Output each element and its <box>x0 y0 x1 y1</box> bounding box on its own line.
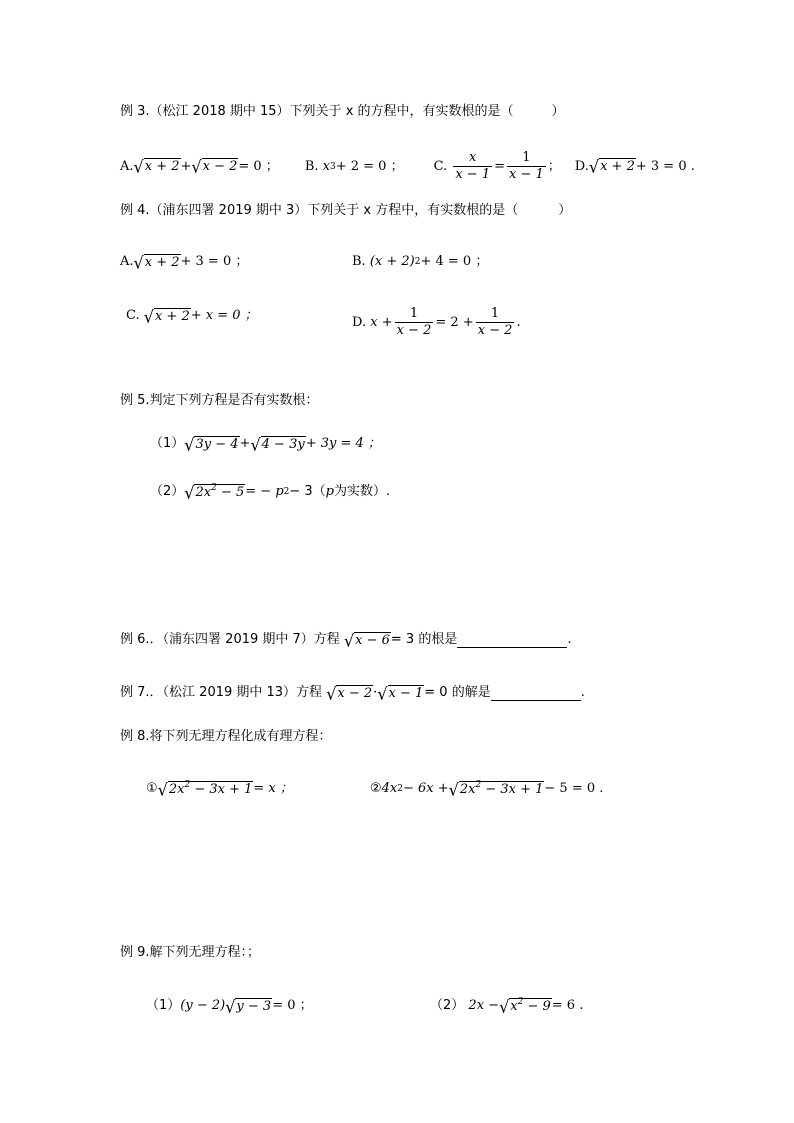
ex8-p1-tail: = x ； <box>253 781 293 796</box>
ex4-c-sqrt: √ x + 2 <box>143 306 190 326</box>
ex5-p2-label: （2） <box>150 484 185 499</box>
ex9-problem-1 <box>146 996 313 1016</box>
ex8-head-text: 例 8.将下列无理方程化成有理方程： <box>120 729 332 744</box>
ex4-d-frac-2: $\frac{1}{x - 2}$ <box>477 306 513 338</box>
ex8-p1-label: ① <box>146 781 158 796</box>
ex4-d-mid: = 2 + <box>435 314 474 330</box>
ex9-p1-label: （1） <box>146 998 181 1013</box>
ex7-sqrt-2: √ x − 1 <box>377 683 424 703</box>
ex3-options: A. √ x + 2 + √ x − 2 = 0 ； B. x 3 + 2 = 0 ； C. $\frac{x}{x - 1}$ = $\frac{1}{x - 1}$ ； D. √ x + 2 + 3 = 0 . <box>120 150 695 182</box>
ex3-close-paren: ） <box>551 104 565 119</box>
ex4-option-a <box>120 252 248 272</box>
ex5-p1-label: （1） <box>150 436 185 451</box>
ex5-p2-note: 为实数）. <box>334 484 391 499</box>
ex3-option-b-label: B. <box>304 158 319 174</box>
ex3-head-text: 例 3.（松江 2018 期中 15）下列关于 x 的方程中，有实数根的是（ <box>120 104 514 119</box>
ex4-a-tail: + 3 = 0 ； <box>180 254 249 269</box>
ex4-c-label: C. <box>126 308 140 323</box>
ex6-sqrt: √ x − 6 <box>343 630 390 650</box>
ex5-p1-tail: + 3y = 4 ； <box>305 436 381 451</box>
ex3-c-eq: = <box>494 158 506 174</box>
ex4-option-c <box>126 306 258 326</box>
ex8-p1-sqrt: √ $2x^2 - 3x + 1$ <box>157 779 253 799</box>
ex7-sqrt-1: √ x − 2 <box>326 683 373 703</box>
ex8-heading <box>120 727 332 747</box>
ex4-b-label: B. <box>352 254 366 269</box>
ex6-answer-blank[interactable] <box>457 633 567 648</box>
ex3-b-x: x <box>322 158 330 174</box>
ex6-end: . <box>567 632 572 647</box>
ex9-p2-a: 2x − <box>468 998 500 1013</box>
ex8-problem-2: ② 4x 2 − 6x + √ $2x^2 - 3x + 1$ − 5 = 0 . <box>370 779 604 799</box>
ex9-p1-sqrt: √ y − 3 <box>225 996 272 1016</box>
ex3-d-tail: + 3 = 0 . <box>635 158 695 174</box>
ex5-p2-tail: − 3（ <box>289 484 326 499</box>
ex9-p2-sqrt: √ $x^2 - 9$ <box>499 996 551 1016</box>
ex9-head-text: 例 9.解下列无理方程：； <box>120 945 261 960</box>
ex4-d-tail: . <box>516 314 521 330</box>
ex3-c-frac-1: $\frac{x}{x - 1}$ <box>455 150 491 182</box>
ex5-p1-sqrt-1: √ 3y − 4 <box>184 434 239 454</box>
ex4-c-tail: + x = 0 ； <box>190 308 258 323</box>
ex3-a-tail: = 0 ； <box>238 158 279 174</box>
ex7-line <box>120 683 585 703</box>
ex9-p2-tail: = 6 . <box>551 998 584 1013</box>
ex4-a-sqrt: √ x + 2 <box>133 252 180 272</box>
ex8-problem-1 <box>146 779 293 799</box>
ex9-problem-2 <box>430 996 583 1016</box>
ex9-p2-label: （2） <box>430 998 465 1013</box>
ex3-option-d-label: D. <box>574 158 589 174</box>
ex3-b-tail: + 2 = 0 ； <box>335 158 404 174</box>
ex4-option-d <box>352 306 521 339</box>
ex3-a-plus: + <box>180 158 192 174</box>
ex8-p2-b: − 6x + <box>403 781 449 796</box>
ex7-head-text: 例 7.．（松江 2019 期中 13）方程 <box>120 685 323 700</box>
ex3-c-tail: ； <box>547 158 561 174</box>
ex3-c-frac-2: $\frac{1}{x - 1}$ <box>509 150 544 182</box>
ex7-eq-text: = 0 的解是 <box>424 685 491 700</box>
ex3-heading <box>120 102 565 122</box>
ex5-p2-sqrt: √ $2x^2 - 5$ <box>184 482 245 502</box>
ex7-answer-blank[interactable] <box>491 686 581 701</box>
ex9-heading <box>120 943 260 963</box>
ex4-d-frac-1: $\frac{1}{x - 2}$ <box>396 306 432 338</box>
ex3-d-sqrt: √ x + 2 <box>588 156 635 177</box>
ex3-option-c-label: C. <box>433 158 448 174</box>
ex8-p2-sqrt: √ $2x^2 - 3x + 1$ <box>448 779 544 799</box>
ex9-p1-a: (y − 2) <box>180 998 226 1013</box>
ex4-head-text: 例 4.（浦东四署 2019 期中 3）下列关于 x 方程中，有实数根的是（ <box>120 203 519 218</box>
ex6-line <box>120 630 571 650</box>
ex9-p1-tail: = 0 ； <box>272 998 313 1013</box>
ex5-problem-1 <box>150 434 381 454</box>
ex3-a-sqrt-1: √ x + 2 <box>133 156 180 177</box>
ex5-problem-2: （2） √ $2x^2 - 5$ = − p 2 − 3（ p 为实数）. <box>150 482 391 502</box>
ex5-p1-sqrt-2: √ 4 − 3y <box>250 434 305 454</box>
ex4-d-label: D. <box>352 314 367 330</box>
ex5-heading <box>120 391 319 411</box>
ex5-p1-plus: + <box>239 436 251 451</box>
ex8-p2-label: ② <box>370 781 382 796</box>
ex7-end: . <box>580 685 585 700</box>
ex5-head-text: 例 5.判定下列方程是否有实数根： <box>120 393 319 408</box>
ex5-p2-mid: = − p <box>245 484 284 499</box>
ex8-p2-a: 4x <box>381 781 398 796</box>
ex4-b-base: (x + 2) <box>369 254 415 269</box>
ex4-b-tail: + 4 = 0 ； <box>420 254 489 269</box>
ex5-p2-p: p <box>325 484 334 499</box>
ex4-option-b: B. (x + 2) 2 + 4 = 0 ； <box>352 252 488 272</box>
ex3-a-sqrt-2: √ x − 2 <box>191 156 238 177</box>
ex3-option-a-label: A. <box>120 158 134 174</box>
ex6-head-text: 例 6.．（浦东四署 2019 期中 7）方程 <box>120 632 340 647</box>
ex4-heading <box>120 201 571 221</box>
ex4-d-x: x + <box>370 314 393 330</box>
ex4-a-label: A. <box>120 254 134 269</box>
ex8-p2-tail: − 5 = 0 . <box>544 781 604 796</box>
ex6-eq-text: = 3 的根是 <box>390 632 458 647</box>
ex7-dot: · <box>373 685 378 700</box>
ex4-close-paren: ） <box>558 203 572 218</box>
